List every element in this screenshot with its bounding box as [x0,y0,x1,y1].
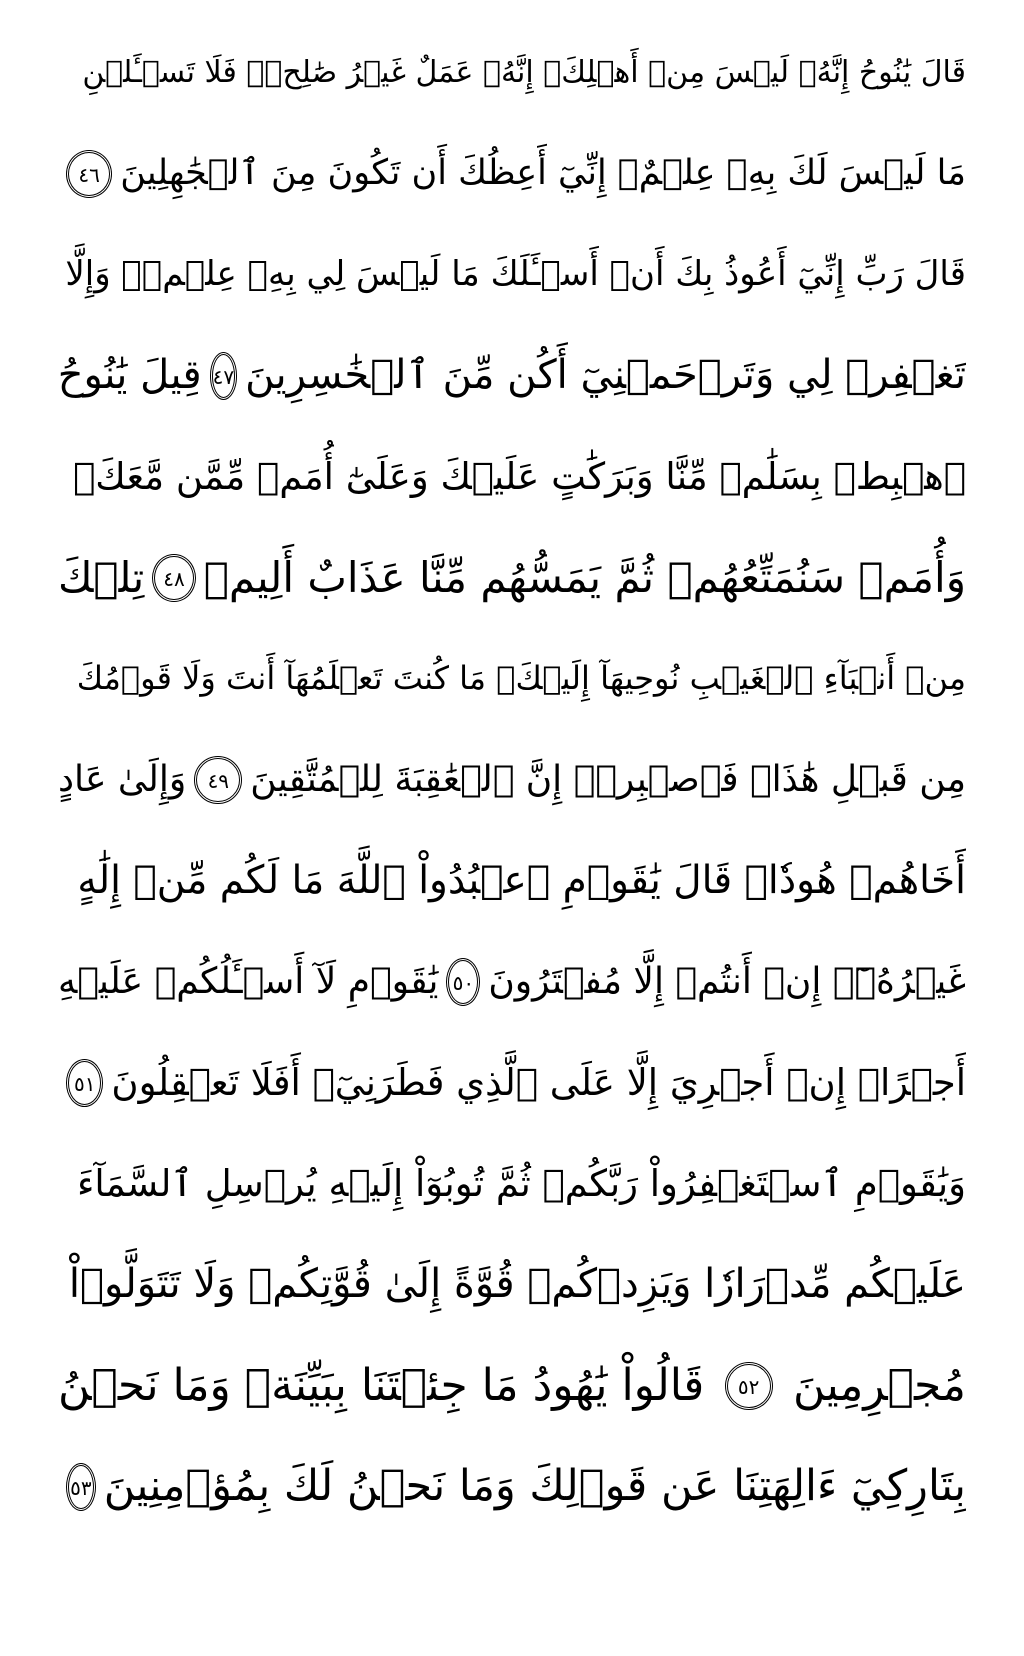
verse-text: وَأُمَمٞ سَنُمَتِّعُهُمۡ ثُمَّ يَمَسُّهُم مِّنَّا عَذَابٌ أَلِيمٞ [203,553,966,602]
verse-text: قَالَ رَبِّ إِنِّيٓ أَعُوذُ بِكَ أَنۡ أَسۡـَٔلَكَ مَا لَيۡسَ لِي بِهِۦ عِلۡمٞۖ وَإِلَّا [65,254,966,294]
verse-text: غَيۡرُهُۥٓۖ إِنۡ أَنتُمۡ إِلَّا مُفۡتَرُونَ [488,961,966,1002]
ayah-number-marker [725,1362,773,1410]
verse-line [58,1234,966,1335]
verse-line [58,830,966,931]
verse-text: تَغۡفِرۡ لِي وَتَرۡحَمۡنِيٓ أَكُن مِّنَ ٱلۡخَٰسِرِينَ [245,352,966,398]
verse-line [58,22,966,123]
verse-text: قِيلَ يَٰنُوحُ [58,352,202,398]
ayah-number-marker [210,352,237,400]
verse-line [58,426,966,527]
ayah-number: ٥٣ [70,1475,92,1500]
verse-line [58,931,966,1032]
verse-line [58,224,966,325]
verse-text: أَخَاهُمۡ هُودٗاۚ قَالَ يَٰقَوۡمِ ٱعۡبُدُواْ ٱللَّهَ مَا لَكُم مِّنۡ إِلَٰهٍ [77,858,966,903]
verse-line [58,1133,966,1234]
ayah-number: ٤٩ [207,768,230,793]
verse-line [58,1436,966,1537]
verse-text: مِنۡ أَنۢبَآءِ ٱلۡغَيۡبِ نُوحِيهَآ إِلَيۡكَۖ مَا كُنتَ تَعۡلَمُهَآ أَنتَ وَلَا قَوۡمُكَ [76,659,966,697]
verse-text: قَالُواْ يَٰهُودُ مَا جِئۡتَنَا بِبَيِّنَةٖ وَمَا نَحۡنُ [58,1360,705,1411]
verse-text: قَالَ يَٰنُوحُ إِنَّهُۥ لَيۡسَ مِنۡ أَهۡلِكَۖ إِنَّهُۥ عَمَلٌ غَيۡرُ صَٰلِحٖۖ فَلَا تَسۡـَٔلۡنِ [82,55,966,90]
ayah-number: ٥٠ [452,970,475,995]
verse-text: مَا لَيۡسَ لَكَ بِهِۦ عِلۡمٌۖ إِنِّيٓ أَعِظُكَ أَن تَكُونَ مِنَ ٱلۡجَٰهِلِينَ [120,153,966,193]
ayah-number: ٥٢ [737,1374,760,1399]
verse-line [58,325,966,426]
ayah-number: ٥١ [73,1071,96,1096]
verse-text: وَإِلَىٰ عَادٍ [58,759,187,800]
verse-line [58,1032,966,1133]
ayah-number: ٤٨ [163,566,185,591]
verse-text: عَلَيۡكُم مِّدۡرَارٗا وَيَزِدۡكُمۡ قُوَّةً إِلَىٰ قُوَّتِكُمۡ وَلَا تَتَوَلَّوۡاْ [68,1261,966,1307]
ayah-number-marker [152,554,196,602]
verse-line [58,729,966,830]
ayah-number-marker [66,150,112,198]
verse-line [58,628,966,729]
verse-text: بِتَارِكِيٓ ءَالِهَتِنَا عَن قَوۡلِكَ وَمَا نَحۡنُ لَكَ بِمُؤۡمِنِينَ [103,1461,966,1511]
verse-text: تِلۡكَ [58,553,145,602]
verse-line [58,123,966,224]
verse-line [58,1335,966,1436]
verse-text: ٱهۡبِطۡ بِسَلَٰمٖ مِّنَّا وَبَرَكَٰتٍ عَلَيۡكَ وَعَلَىٰٓ أُمَمٖ مِّمَّن مَّعَكَۚ [73,455,966,498]
verse-line [58,527,966,628]
ayah-number: ٤٦ [78,162,100,187]
verse-text: مِن قَبۡلِ هَٰذَاۖ فَٱصۡبِرۡۖ إِنَّ ٱلۡعَٰقِبَةَ لِلۡمُتَّقِينَ [250,759,966,800]
ayah-number-marker [194,756,242,804]
verse-text: مُجۡرِمِينَ [793,1360,966,1411]
ayah-number-marker [66,1059,103,1107]
ayah-number-marker [66,1463,96,1511]
verse-text: وَيَٰقَوۡمِ ٱسۡتَغۡفِرُواْ رَبَّكُمۡ ثُمَّ تُوبُوٓاْ إِلَيۡهِ يُرۡسِلِ ٱلسَّمَآءَ [77,1162,966,1205]
ayah-number-marker [446,958,480,1006]
verse-text: أَجۡرًاۖ إِنۡ أَجۡرِيَ إِلَّا عَلَى ٱلَّذِي فَطَرَنِيٓۚ أَفَلَا تَعۡقِلُونَ [111,1061,966,1104]
verse-text: يَٰقَوۡمِ لَآ أَسۡـَٔلُكُمۡ عَلَيۡهِ [58,961,439,1002]
ayah-number: ٤٧ [212,364,235,389]
